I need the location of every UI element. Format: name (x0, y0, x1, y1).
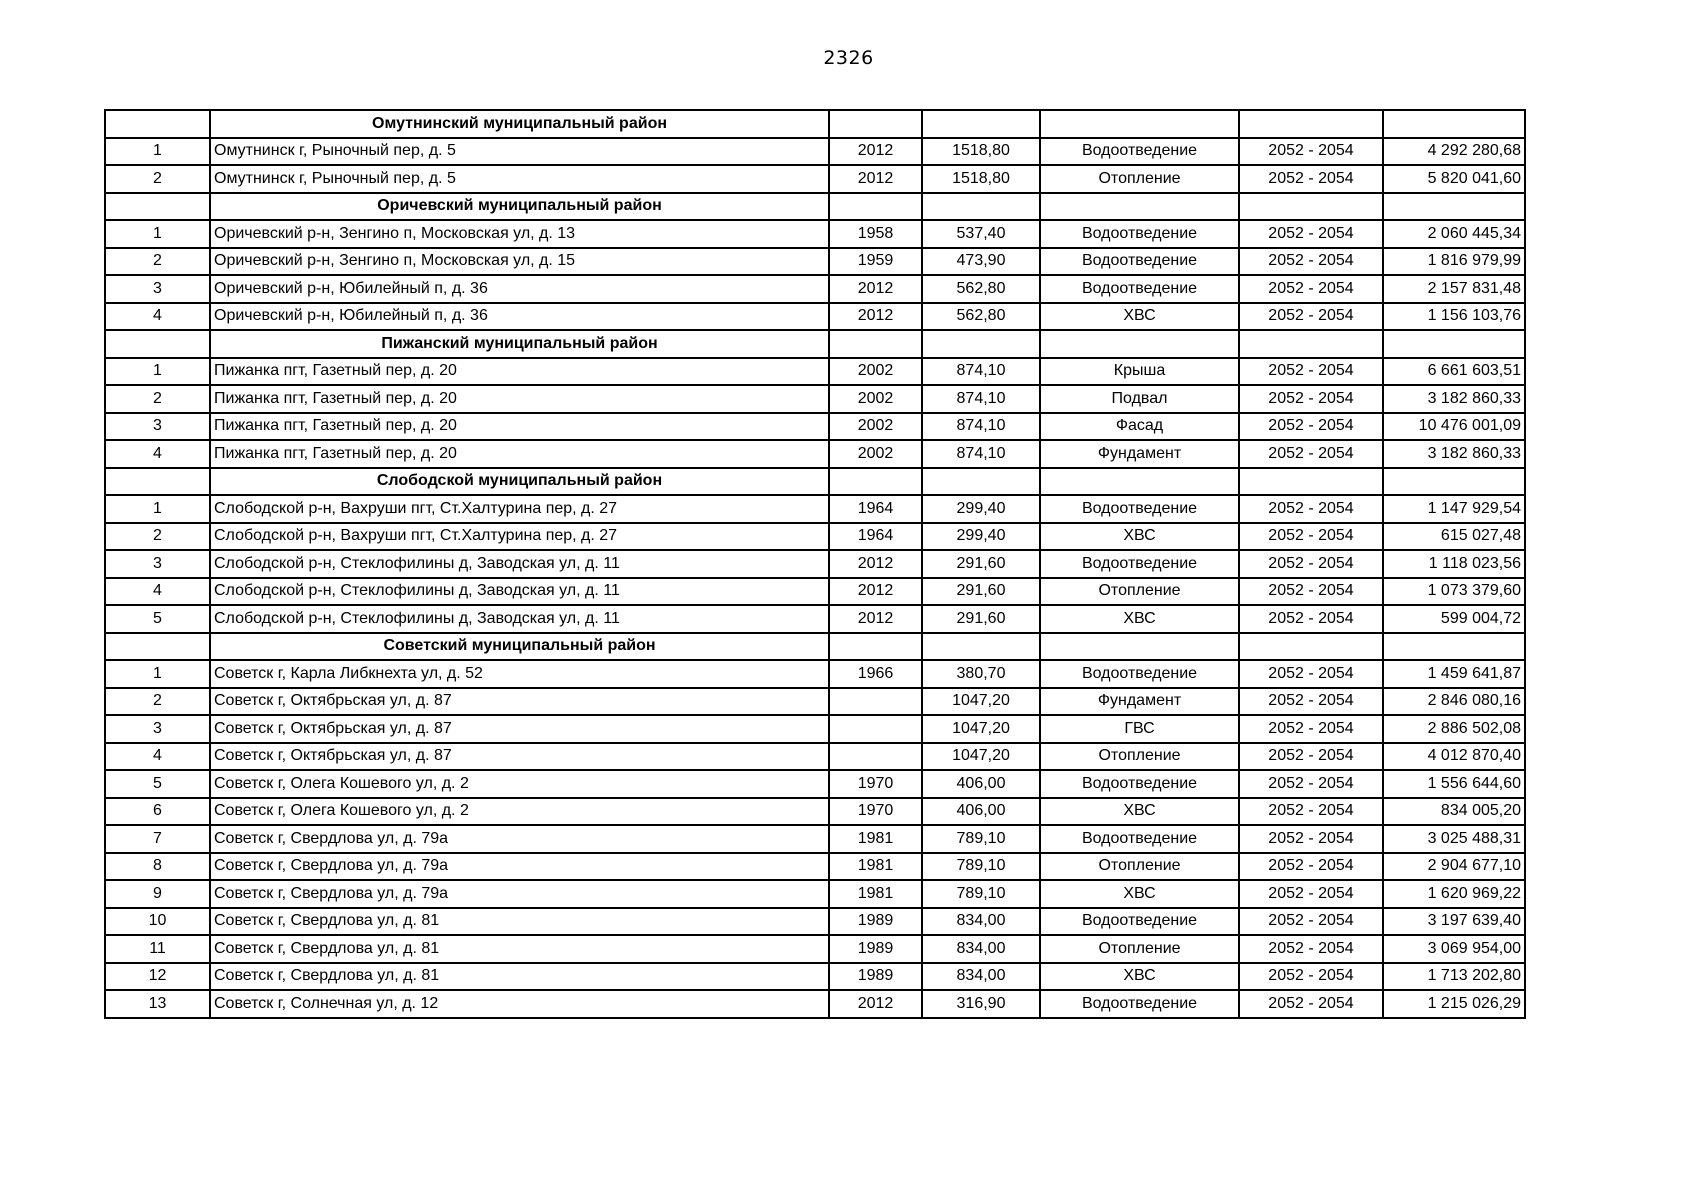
table-row (105, 743, 1525, 771)
area-cell: 1047,20 (922, 715, 1040, 743)
build-year-cell: 2012 (829, 605, 922, 633)
period-cell: 2052 - 2054 (1239, 413, 1383, 441)
cost-cell: 1 713 202,80 (1383, 963, 1525, 991)
repair-schedule-table (104, 109, 1526, 1019)
build-year-cell: 1970 (829, 770, 922, 798)
work-type-cell: Водоотведение (1040, 138, 1239, 166)
work-type-cell: Отопление (1040, 165, 1239, 193)
period-cell: 2052 - 2054 (1239, 688, 1383, 716)
empty-cell (922, 468, 1040, 496)
build-year-cell: 2012 (829, 165, 922, 193)
table-body (105, 110, 1525, 1018)
area-cell: 380,70 (922, 660, 1040, 688)
address-cell: Советск г, Свердлова ул, д. 79а (210, 880, 829, 908)
work-type-cell: Подвал (1040, 385, 1239, 413)
area-cell: 299,40 (922, 495, 1040, 523)
build-year-cell: 2012 (829, 990, 922, 1018)
build-year-cell (829, 743, 922, 771)
work-type-cell: ХВС (1040, 963, 1239, 991)
row-number-cell: 2 (105, 523, 210, 551)
period-cell: 2052 - 2054 (1239, 963, 1383, 991)
work-type-cell: ГВС (1040, 715, 1239, 743)
build-year-cell: 1989 (829, 963, 922, 991)
district-title: Советский муниципальный район (210, 633, 829, 661)
district-header-row (105, 193, 1525, 221)
empty-cell (1383, 193, 1525, 221)
work-type-cell: Водоотведение (1040, 770, 1239, 798)
district-title: Пижанский муниципальный район (210, 330, 829, 358)
period-cell: 2052 - 2054 (1239, 770, 1383, 798)
build-year-cell: 1981 (829, 853, 922, 881)
address-cell: Советск г, Октябрьская ул, д. 87 (210, 688, 829, 716)
period-cell: 2052 - 2054 (1239, 550, 1383, 578)
table-row (105, 935, 1525, 963)
build-year-cell: 2002 (829, 385, 922, 413)
table-row (105, 275, 1525, 303)
work-type-cell: Отопление (1040, 743, 1239, 771)
table-row (105, 220, 1525, 248)
district-title: Оричевский муниципальный район (210, 193, 829, 221)
period-cell: 2052 - 2054 (1239, 578, 1383, 606)
table-row (105, 358, 1525, 386)
period-cell: 2052 - 2054 (1239, 908, 1383, 936)
row-number-cell: 4 (105, 578, 210, 606)
cost-cell: 1 215 026,29 (1383, 990, 1525, 1018)
row-number-cell: 3 (105, 275, 210, 303)
row-number-cell: 9 (105, 880, 210, 908)
address-cell: Оричевский р-н, Юбилейный п, д. 36 (210, 275, 829, 303)
address-cell: Омутнинск г, Рыночный пер, д. 5 (210, 138, 829, 166)
empty-cell (922, 193, 1040, 221)
work-type-cell: ХВС (1040, 880, 1239, 908)
address-cell: Пижанка пгт, Газетный пер, д. 20 (210, 358, 829, 386)
row-number-cell: 2 (105, 385, 210, 413)
address-cell: Пижанка пгт, Газетный пер, д. 20 (210, 385, 829, 413)
empty-cell (1239, 468, 1383, 496)
area-cell: 537,40 (922, 220, 1040, 248)
work-type-cell: ХВС (1040, 303, 1239, 331)
work-type-cell: ХВС (1040, 523, 1239, 551)
district-header-row (105, 468, 1525, 496)
table-row (105, 908, 1525, 936)
address-cell: Оричевский р-н, Зенгино п, Московская ул, д. 15 (210, 248, 829, 276)
row-number-cell: 1 (105, 495, 210, 523)
table-row (105, 880, 1525, 908)
empty-cell (105, 330, 210, 358)
district-title: Омутнинский муниципальный район (210, 110, 829, 138)
area-cell: 291,60 (922, 550, 1040, 578)
cost-cell: 6 661 603,51 (1383, 358, 1525, 386)
empty-cell (922, 633, 1040, 661)
cost-cell: 2 060 445,34 (1383, 220, 1525, 248)
empty-cell (1040, 330, 1239, 358)
row-number-cell: 4 (105, 743, 210, 771)
area-cell: 789,10 (922, 853, 1040, 881)
district-title: Слободской муниципальный район (210, 468, 829, 496)
work-type-cell: Водоотведение (1040, 550, 1239, 578)
cost-cell: 5 820 041,60 (1383, 165, 1525, 193)
work-type-cell: ХВС (1040, 798, 1239, 826)
address-cell: Оричевский р-н, Юбилейный п, д. 36 (210, 303, 829, 331)
area-cell: 874,10 (922, 358, 1040, 386)
address-cell: Советск г, Свердлова ул, д. 81 (210, 963, 829, 991)
cost-cell: 4 012 870,40 (1383, 743, 1525, 771)
address-cell: Советск г, Свердлова ул, д. 79а (210, 853, 829, 881)
table-row (105, 248, 1525, 276)
period-cell: 2052 - 2054 (1239, 660, 1383, 688)
table-row (105, 770, 1525, 798)
build-year-cell: 2012 (829, 578, 922, 606)
table-row (105, 303, 1525, 331)
address-cell: Советск г, Олега Кошевого ул, д. 2 (210, 798, 829, 826)
empty-cell (829, 193, 922, 221)
row-number-cell: 8 (105, 853, 210, 881)
build-year-cell: 1989 (829, 935, 922, 963)
build-year-cell: 2012 (829, 303, 922, 331)
period-cell: 2052 - 2054 (1239, 880, 1383, 908)
build-year-cell: 1958 (829, 220, 922, 248)
area-cell: 874,10 (922, 385, 1040, 413)
row-number-cell: 2 (105, 688, 210, 716)
period-cell: 2052 - 2054 (1239, 165, 1383, 193)
cost-cell: 2 846 080,16 (1383, 688, 1525, 716)
empty-cell (1383, 110, 1525, 138)
address-cell: Слободской р-н, Вахруши пгт, Ст.Халтурина пер, д. 27 (210, 495, 829, 523)
area-cell: 1047,20 (922, 743, 1040, 771)
work-type-cell: Отопление (1040, 578, 1239, 606)
table-row (105, 963, 1525, 991)
area-cell: 789,10 (922, 880, 1040, 908)
empty-cell (1040, 468, 1239, 496)
build-year-cell (829, 715, 922, 743)
empty-cell (1239, 633, 1383, 661)
address-cell: Советск г, Карла Либкнехта ул, д. 52 (210, 660, 829, 688)
row-number-cell: 1 (105, 138, 210, 166)
empty-cell (1239, 110, 1383, 138)
row-number-cell: 11 (105, 935, 210, 963)
empty-cell (829, 330, 922, 358)
build-year-cell: 2002 (829, 358, 922, 386)
empty-cell (1040, 110, 1239, 138)
work-type-cell: Водоотведение (1040, 220, 1239, 248)
empty-cell (105, 193, 210, 221)
period-cell: 2052 - 2054 (1239, 303, 1383, 331)
row-number-cell: 4 (105, 303, 210, 331)
empty-cell (829, 110, 922, 138)
row-number-cell: 10 (105, 908, 210, 936)
row-number-cell: 7 (105, 825, 210, 853)
district-header-row (105, 633, 1525, 661)
row-number-cell: 1 (105, 660, 210, 688)
area-cell: 473,90 (922, 248, 1040, 276)
cost-cell: 1 147 929,54 (1383, 495, 1525, 523)
cost-cell: 4 292 280,68 (1383, 138, 1525, 166)
build-year-cell: 2012 (829, 275, 922, 303)
row-number-cell: 3 (105, 715, 210, 743)
address-cell: Советск г, Октябрьская ул, д. 87 (210, 743, 829, 771)
area-cell: 316,90 (922, 990, 1040, 1018)
period-cell: 2052 - 2054 (1239, 935, 1383, 963)
cost-cell: 1 556 644,60 (1383, 770, 1525, 798)
table-row (105, 550, 1525, 578)
work-type-cell: Фундамент (1040, 688, 1239, 716)
row-number-cell: 5 (105, 770, 210, 798)
period-cell: 2052 - 2054 (1239, 248, 1383, 276)
address-cell: Советск г, Свердлова ул, д. 81 (210, 908, 829, 936)
empty-cell (105, 110, 210, 138)
address-cell: Советск г, Свердлова ул, д. 81 (210, 935, 829, 963)
period-cell: 2052 - 2054 (1239, 853, 1383, 881)
table-row (105, 798, 1525, 826)
address-cell: Слободской р-н, Стеклофилины д, Заводская ул, д. 11 (210, 605, 829, 633)
area-cell: 406,00 (922, 770, 1040, 798)
build-year-cell: 1964 (829, 523, 922, 551)
work-type-cell: Водоотведение (1040, 825, 1239, 853)
period-cell: 2052 - 2054 (1239, 385, 1383, 413)
cost-cell: 615 027,48 (1383, 523, 1525, 551)
work-type-cell: ХВС (1040, 605, 1239, 633)
cost-cell: 599 004,72 (1383, 605, 1525, 633)
row-number-cell: 3 (105, 550, 210, 578)
build-year-cell: 1959 (829, 248, 922, 276)
empty-cell (829, 468, 922, 496)
address-cell: Слободской р-н, Вахруши пгт, Ст.Халтурина пер, д. 27 (210, 523, 829, 551)
table-row (105, 660, 1525, 688)
period-cell: 2052 - 2054 (1239, 825, 1383, 853)
area-cell: 1047,20 (922, 688, 1040, 716)
work-type-cell: Отопление (1040, 935, 1239, 963)
address-cell: Советск г, Октябрьская ул, д. 87 (210, 715, 829, 743)
row-number-cell: 3 (105, 413, 210, 441)
build-year-cell (829, 688, 922, 716)
table-row (105, 138, 1525, 166)
district-header-row (105, 330, 1525, 358)
cost-cell: 834 005,20 (1383, 798, 1525, 826)
period-cell: 2052 - 2054 (1239, 495, 1383, 523)
work-type-cell: Отопление (1040, 853, 1239, 881)
area-cell: 1518,80 (922, 165, 1040, 193)
cost-cell: 1 156 103,76 (1383, 303, 1525, 331)
period-cell: 2052 - 2054 (1239, 220, 1383, 248)
row-number-cell: 1 (105, 220, 210, 248)
table-row (105, 688, 1525, 716)
period-cell: 2052 - 2054 (1239, 990, 1383, 1018)
period-cell: 2052 - 2054 (1239, 440, 1383, 468)
build-year-cell: 1970 (829, 798, 922, 826)
cost-cell: 3 069 954,00 (1383, 935, 1525, 963)
row-number-cell: 2 (105, 165, 210, 193)
area-cell: 562,80 (922, 303, 1040, 331)
row-number-cell: 5 (105, 605, 210, 633)
cost-cell: 10 476 001,09 (1383, 413, 1525, 441)
period-cell: 2052 - 2054 (1239, 715, 1383, 743)
address-cell: Пижанка пгт, Газетный пер, д. 20 (210, 440, 829, 468)
address-cell: Советск г, Солнечная ул, д. 12 (210, 990, 829, 1018)
cost-cell: 3 025 488,31 (1383, 825, 1525, 853)
table-row (105, 440, 1525, 468)
area-cell: 291,60 (922, 605, 1040, 633)
empty-cell (105, 633, 210, 661)
row-number-cell: 13 (105, 990, 210, 1018)
cost-cell: 2 886 502,08 (1383, 715, 1525, 743)
empty-cell (1040, 193, 1239, 221)
period-cell: 2052 - 2054 (1239, 358, 1383, 386)
area-cell: 299,40 (922, 523, 1040, 551)
address-cell: Оричевский р-н, Зенгино п, Московская ул, д. 13 (210, 220, 829, 248)
cost-cell: 2 157 831,48 (1383, 275, 1525, 303)
address-cell: Слободской р-н, Стеклофилины д, Заводская ул, д. 11 (210, 578, 829, 606)
period-cell: 2052 - 2054 (1239, 138, 1383, 166)
empty-cell (1383, 468, 1525, 496)
address-cell: Советск г, Свердлова ул, д. 79а (210, 825, 829, 853)
work-type-cell: Водоотведение (1040, 275, 1239, 303)
work-type-cell: Водоотведение (1040, 660, 1239, 688)
build-year-cell: 2002 (829, 440, 922, 468)
table-row (105, 578, 1525, 606)
table-row (105, 495, 1525, 523)
address-cell: Пижанка пгт, Газетный пер, д. 20 (210, 413, 829, 441)
cost-cell: 1 459 641,87 (1383, 660, 1525, 688)
empty-cell (1040, 633, 1239, 661)
cost-cell: 1 620 969,22 (1383, 880, 1525, 908)
cost-cell: 2 904 677,10 (1383, 853, 1525, 881)
work-type-cell: Водоотведение (1040, 248, 1239, 276)
build-year-cell: 1981 (829, 825, 922, 853)
row-number-cell: 1 (105, 358, 210, 386)
period-cell: 2052 - 2054 (1239, 605, 1383, 633)
table-row (105, 385, 1525, 413)
work-type-cell: Водоотведение (1040, 495, 1239, 523)
cost-cell: 1 073 379,60 (1383, 578, 1525, 606)
area-cell: 1518,80 (922, 138, 1040, 166)
build-year-cell: 1964 (829, 495, 922, 523)
district-header-row (105, 110, 1525, 138)
work-type-cell: Фундамент (1040, 440, 1239, 468)
build-year-cell: 1966 (829, 660, 922, 688)
build-year-cell: 1989 (829, 908, 922, 936)
area-cell: 406,00 (922, 798, 1040, 826)
build-year-cell: 2012 (829, 550, 922, 578)
area-cell: 834,00 (922, 908, 1040, 936)
table-row (105, 853, 1525, 881)
area-cell: 874,10 (922, 413, 1040, 441)
row-number-cell: 6 (105, 798, 210, 826)
table-row (105, 523, 1525, 551)
area-cell: 834,00 (922, 935, 1040, 963)
build-year-cell: 2012 (829, 138, 922, 166)
table-row (105, 990, 1525, 1018)
row-number-cell: 12 (105, 963, 210, 991)
table-row (105, 413, 1525, 441)
empty-cell (1239, 193, 1383, 221)
period-cell: 2052 - 2054 (1239, 743, 1383, 771)
empty-cell (922, 330, 1040, 358)
empty-cell (1239, 330, 1383, 358)
empty-cell (105, 468, 210, 496)
area-cell: 291,60 (922, 578, 1040, 606)
address-cell: Советск г, Олега Кошевого ул, д. 2 (210, 770, 829, 798)
area-cell: 562,80 (922, 275, 1040, 303)
area-cell: 834,00 (922, 963, 1040, 991)
table-row (105, 605, 1525, 633)
cost-cell: 1 816 979,99 (1383, 248, 1525, 276)
period-cell: 2052 - 2054 (1239, 798, 1383, 826)
table-row (105, 715, 1525, 743)
empty-cell (922, 110, 1040, 138)
area-cell: 874,10 (922, 440, 1040, 468)
address-cell: Слободской р-н, Стеклофилины д, Заводская ул, д. 11 (210, 550, 829, 578)
cost-cell: 3 197 639,40 (1383, 908, 1525, 936)
cost-cell: 3 182 860,33 (1383, 385, 1525, 413)
period-cell: 2052 - 2054 (1239, 523, 1383, 551)
page-number: 2326 (823, 47, 874, 69)
empty-cell (1383, 633, 1525, 661)
table-row (105, 825, 1525, 853)
area-cell: 789,10 (922, 825, 1040, 853)
row-number-cell: 2 (105, 248, 210, 276)
build-year-cell: 2002 (829, 413, 922, 441)
cost-cell: 1 118 023,56 (1383, 550, 1525, 578)
work-type-cell: Крыша (1040, 358, 1239, 386)
row-number-cell: 4 (105, 440, 210, 468)
table-row (105, 165, 1525, 193)
cost-cell: 3 182 860,33 (1383, 440, 1525, 468)
work-type-cell: Водоотведение (1040, 908, 1239, 936)
work-type-cell: Водоотведение (1040, 990, 1239, 1018)
empty-cell (1383, 330, 1525, 358)
work-type-cell: Фасад (1040, 413, 1239, 441)
address-cell: Омутнинск г, Рыночный пер, д. 5 (210, 165, 829, 193)
period-cell: 2052 - 2054 (1239, 275, 1383, 303)
build-year-cell: 1981 (829, 880, 922, 908)
empty-cell (829, 633, 922, 661)
